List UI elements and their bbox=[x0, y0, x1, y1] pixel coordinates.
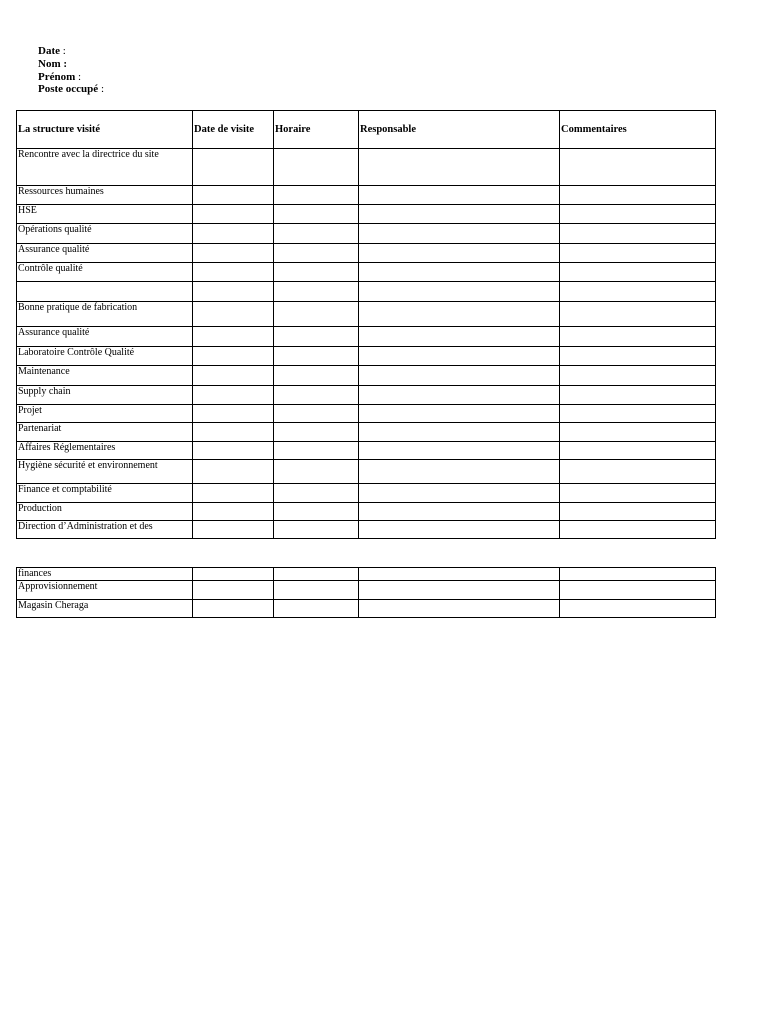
horaire-cell[interactable] bbox=[274, 460, 359, 484]
date-cell[interactable] bbox=[193, 366, 274, 386]
poste-label: Poste occupé bbox=[38, 83, 99, 96]
date-cell[interactable] bbox=[193, 568, 274, 581]
horaire-cell[interactable] bbox=[274, 600, 359, 618]
commentaires-cell[interactable] bbox=[560, 149, 716, 186]
horaire-cell[interactable] bbox=[274, 302, 359, 327]
responsable-cell[interactable] bbox=[359, 600, 560, 618]
table-row bbox=[17, 568, 716, 581]
col-header-responsable: Responsable bbox=[359, 111, 560, 149]
table-row bbox=[17, 366, 716, 386]
commentaires-cell[interactable] bbox=[560, 503, 716, 521]
date-sep: : bbox=[60, 45, 66, 57]
table-row bbox=[17, 581, 716, 600]
table-body-part1 bbox=[17, 149, 716, 539]
horaire-cell[interactable] bbox=[274, 581, 359, 600]
structure-cell: Production bbox=[17, 503, 193, 521]
structure-cell: Assurance qualité bbox=[17, 327, 193, 347]
horaire-cell[interactable] bbox=[274, 186, 359, 205]
structure-cell: Partenariat bbox=[17, 423, 193, 442]
table-row bbox=[17, 327, 716, 347]
table-row bbox=[17, 386, 716, 405]
structure-cell: Affaires Réglementaires bbox=[17, 442, 193, 460]
date-cell[interactable] bbox=[193, 423, 274, 442]
nom-label: Nom : bbox=[38, 57, 68, 70]
table-header-row bbox=[17, 111, 716, 149]
commentaires-cell[interactable] bbox=[560, 484, 716, 503]
commentaires-cell[interactable] bbox=[560, 460, 716, 484]
col-header-commentaires: Commentaires bbox=[560, 111, 716, 149]
commentaires-cell[interactable] bbox=[560, 366, 716, 386]
responsable-cell[interactable] bbox=[359, 405, 560, 423]
date-cell[interactable] bbox=[193, 244, 274, 263]
prenom-label: Prénom bbox=[38, 70, 76, 83]
header-fields bbox=[38, 45, 104, 96]
responsable-cell[interactable] bbox=[359, 581, 560, 600]
table-row bbox=[17, 302, 716, 327]
structure-cell: Rencontre avec la directrice du site bbox=[17, 149, 193, 186]
structure-cell: Contrôle qualité bbox=[17, 263, 193, 282]
horaire-cell[interactable] bbox=[274, 386, 359, 405]
responsable-cell[interactable] bbox=[359, 263, 560, 282]
responsable-cell[interactable] bbox=[359, 521, 560, 539]
date-cell[interactable] bbox=[193, 460, 274, 484]
structure-cell: Hygiène sécurité et environnement bbox=[17, 460, 193, 484]
table-row bbox=[17, 282, 716, 302]
nom-field bbox=[38, 58, 104, 71]
col-header-structure: La structure visité bbox=[17, 111, 193, 149]
date-cell[interactable] bbox=[193, 442, 274, 460]
visits-table bbox=[16, 110, 716, 539]
structure-cell: Maintenance bbox=[17, 366, 193, 386]
horaire-cell[interactable] bbox=[274, 327, 359, 347]
table-row bbox=[17, 263, 716, 282]
horaire-cell[interactable] bbox=[274, 568, 359, 581]
table-row bbox=[17, 600, 716, 618]
commentaires-cell[interactable] bbox=[560, 521, 716, 539]
structure-cell: Supply chain bbox=[17, 386, 193, 405]
date-cell[interactable] bbox=[193, 186, 274, 205]
commentaires-cell[interactable] bbox=[560, 386, 716, 405]
table-row bbox=[17, 205, 716, 224]
responsable-cell[interactable] bbox=[359, 149, 560, 186]
structure-cell: finances bbox=[17, 568, 193, 581]
table-row bbox=[17, 442, 716, 460]
horaire-cell[interactable] bbox=[274, 484, 359, 503]
responsable-cell[interactable] bbox=[359, 327, 560, 347]
col-header-date: Date de visite bbox=[193, 111, 274, 149]
prenom-field bbox=[38, 71, 104, 84]
commentaires-cell[interactable] bbox=[560, 224, 716, 244]
commentaires-cell[interactable] bbox=[560, 205, 716, 224]
structure-cell bbox=[17, 282, 193, 302]
table-row bbox=[17, 149, 716, 186]
responsable-cell[interactable] bbox=[359, 568, 560, 581]
responsable-cell[interactable] bbox=[359, 366, 560, 386]
responsable-cell[interactable] bbox=[359, 205, 560, 224]
horaire-cell[interactable] bbox=[274, 205, 359, 224]
horaire-cell[interactable] bbox=[274, 149, 359, 186]
horaire-cell[interactable] bbox=[274, 423, 359, 442]
horaire-cell[interactable] bbox=[274, 244, 359, 263]
date-cell[interactable] bbox=[193, 302, 274, 327]
date-cell[interactable] bbox=[193, 347, 274, 366]
col-header-horaire: Horaire bbox=[274, 111, 359, 149]
horaire-cell[interactable] bbox=[274, 366, 359, 386]
date-field bbox=[38, 45, 104, 58]
commentaires-cell[interactable] bbox=[560, 282, 716, 302]
horaire-cell[interactable] bbox=[274, 503, 359, 521]
date-cell[interactable] bbox=[193, 149, 274, 186]
table-row bbox=[17, 224, 716, 244]
responsable-cell[interactable] bbox=[359, 386, 560, 405]
structure-cell: HSE bbox=[17, 205, 193, 224]
responsable-cell[interactable] bbox=[359, 423, 560, 442]
commentaires-cell[interactable] bbox=[560, 581, 716, 600]
structure-cell: Approvisionnement bbox=[17, 581, 193, 600]
commentaires-cell[interactable] bbox=[560, 263, 716, 282]
structure-cell: Bonne pratique de fabrication bbox=[17, 302, 193, 327]
responsable-cell[interactable] bbox=[359, 244, 560, 263]
structure-cell: Finance et comptabilité bbox=[17, 484, 193, 503]
responsable-cell[interactable] bbox=[359, 503, 560, 521]
horaire-cell[interactable] bbox=[274, 521, 359, 539]
date-cell[interactable] bbox=[193, 263, 274, 282]
table-row bbox=[17, 405, 716, 423]
structure-cell: Direction d’Administration et des bbox=[17, 521, 193, 539]
table-row bbox=[17, 244, 716, 263]
poste-field bbox=[38, 83, 104, 96]
table-row bbox=[17, 423, 716, 442]
structure-cell: Ressources humaines bbox=[17, 186, 193, 205]
date-cell[interactable] bbox=[193, 282, 274, 302]
commentaires-cell[interactable] bbox=[560, 568, 716, 581]
date-cell[interactable] bbox=[193, 386, 274, 405]
date-cell[interactable] bbox=[193, 405, 274, 423]
date-cell[interactable] bbox=[193, 521, 274, 539]
structure-cell: Projet bbox=[17, 405, 193, 423]
date-cell[interactable] bbox=[193, 327, 274, 347]
horaire-cell[interactable] bbox=[274, 224, 359, 244]
commentaires-cell[interactable] bbox=[560, 302, 716, 327]
commentaires-cell[interactable] bbox=[560, 347, 716, 366]
date-cell[interactable] bbox=[193, 224, 274, 244]
poste-sep: : bbox=[98, 83, 104, 96]
horaire-cell[interactable] bbox=[274, 405, 359, 423]
horaire-cell[interactable] bbox=[274, 442, 359, 460]
commentaires-cell[interactable] bbox=[560, 244, 716, 263]
structure-cell: Magasin Cheraga bbox=[17, 600, 193, 618]
horaire-cell[interactable] bbox=[274, 347, 359, 366]
responsable-cell[interactable] bbox=[359, 302, 560, 327]
commentaires-cell[interactable] bbox=[560, 186, 716, 205]
table-row bbox=[17, 484, 716, 503]
prenom-sep: : bbox=[75, 70, 82, 83]
responsable-cell[interactable] bbox=[359, 460, 560, 484]
horaire-cell[interactable] bbox=[274, 282, 359, 302]
table-row bbox=[17, 503, 716, 521]
structure-cell: Laboratoire Contrôle Qualité bbox=[17, 347, 193, 366]
responsable-cell[interactable] bbox=[359, 347, 560, 366]
date-cell[interactable] bbox=[193, 205, 274, 224]
responsable-cell[interactable] bbox=[359, 282, 560, 302]
table-row bbox=[17, 347, 716, 366]
commentaires-cell[interactable] bbox=[560, 423, 716, 442]
responsable-cell[interactable] bbox=[359, 484, 560, 503]
commentaires-cell[interactable] bbox=[560, 327, 716, 347]
visits-table-continued bbox=[16, 567, 716, 618]
date-cell[interactable] bbox=[193, 581, 274, 600]
commentaires-cell[interactable] bbox=[560, 600, 716, 618]
date-label: Date bbox=[38, 45, 60, 57]
table-body-part2 bbox=[17, 568, 716, 618]
table-row bbox=[17, 460, 716, 484]
table-row bbox=[17, 521, 716, 539]
responsable-cell[interactable] bbox=[359, 224, 560, 244]
table-row bbox=[17, 186, 716, 205]
commentaires-cell[interactable] bbox=[560, 405, 716, 423]
date-cell[interactable] bbox=[193, 600, 274, 618]
responsable-cell[interactable] bbox=[359, 442, 560, 460]
responsable-cell[interactable] bbox=[359, 186, 560, 205]
date-cell[interactable] bbox=[193, 484, 274, 503]
commentaires-cell[interactable] bbox=[560, 442, 716, 460]
structure-cell: Opérations qualité bbox=[17, 224, 193, 244]
horaire-cell[interactable] bbox=[274, 263, 359, 282]
date-cell[interactable] bbox=[193, 503, 274, 521]
structure-cell: Assurance qualité bbox=[17, 244, 193, 263]
